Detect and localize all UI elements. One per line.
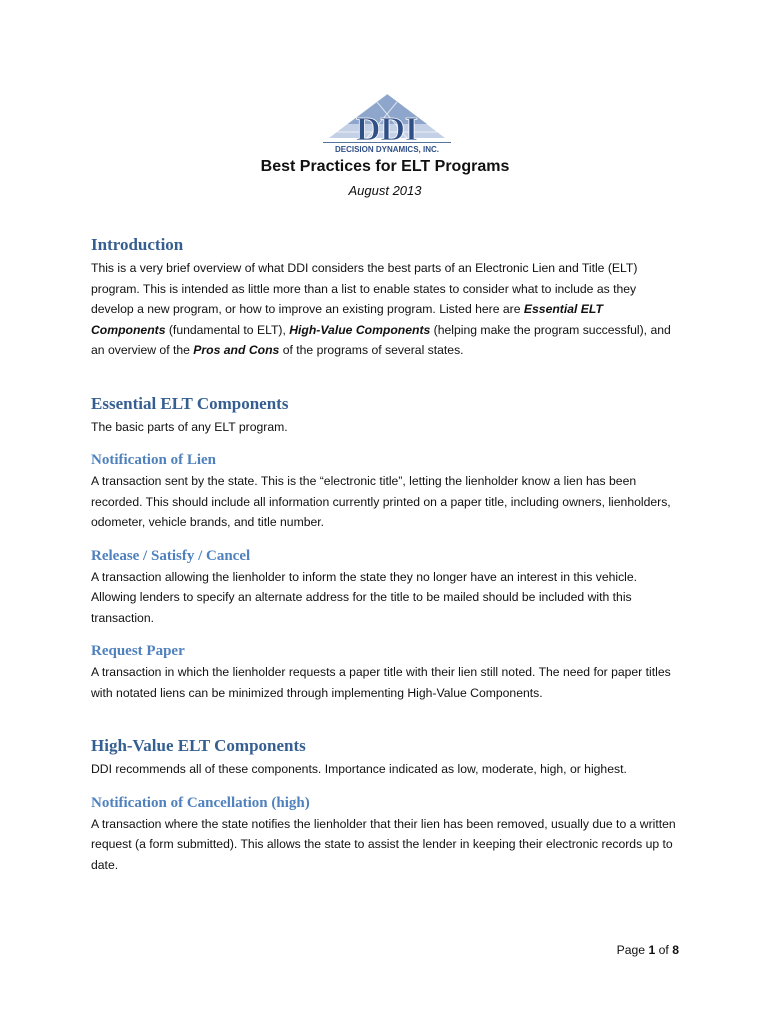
ddi-logo — [317, 92, 457, 158]
page-total: 8 — [672, 943, 679, 957]
logo-mark-text: DDI — [355, 111, 419, 148]
intro-text-1: This is a very brief overview of what DDI considers the best parts of an Electronic Lien and Title (ELT) program. This is intended as little more than a list to enable states to consider what to include as they develop a new program, or how to improve an existing program. Listed here are — [91, 261, 638, 316]
intro-emphasis-high-value: High-Value Components — [289, 322, 431, 337]
intro-emphasis-pros-cons: Pros and Cons — [193, 343, 280, 357]
intro-text-2: (fundamental to ELT), — [165, 322, 290, 337]
heading-notification-of-lien: Notification of Lien — [91, 452, 216, 468]
logo-company-name: DECISION DYNAMICS, INC. — [334, 145, 440, 154]
section-essential-components — [91, 391, 679, 704]
heading-high-value-components: High-Value ELT Components — [91, 736, 306, 755]
notification-of-cancellation-text: A transaction where the state notifies the lienholder that their lien has been removed, usually due to a written request (a form submitted). This allows the state to assist the lender in keeping their electronic records up to date. — [91, 816, 676, 872]
page-current: 1 — [648, 943, 656, 957]
document-date: August 2013 — [348, 183, 422, 198]
request-paper-text: A transaction in which the lienholder requests a paper title with their lien still noted. The need for paper titles with notated liens can be minimized through implementing High-Value Components. — [91, 665, 671, 700]
introduction-paragraph — [91, 258, 679, 361]
document-body — [91, 232, 679, 875]
high-value-intro: DDI recommends all of these components. Importance indicated as low, moderate, high, or highest. — [91, 762, 627, 776]
section-high-value-components — [91, 733, 679, 875]
intro-emphasis-essential: Essential ELT Components — [91, 302, 603, 337]
of-label: of — [658, 943, 669, 957]
intro-text-4: of the programs of several states. — [279, 343, 464, 357]
notification-of-lien-text: A transaction sent by the state. This is the “electronic title”, letting the lienholder know a lien has been recorded. This should include all information currently printed on a paper title, including owners, lienholders, odometer, vehicle brands, and title number. — [91, 474, 671, 529]
page-number — [617, 943, 679, 957]
document-title: Best Practices for ELT Programs — [260, 158, 510, 175]
intro-text-3: (helping make the program successful), and an overview of the — [91, 322, 671, 357]
heading-essential-components: Essential ELT Components — [91, 393, 289, 413]
heading-notification-of-cancellation: Notification of Cancellation (high) — [91, 794, 310, 811]
release-satisfy-cancel-text: A transaction allowing the lienholder to inform the state they no longer have an interest in this vehicle. Allowing lenders to specify an alternate address for the title to be mailed should be included with this transaction. — [91, 569, 638, 625]
heading-introduction: Introduction — [91, 235, 184, 254]
section-introduction — [91, 232, 679, 361]
ddi-logo-graphic — [317, 92, 457, 158]
heading-request-paper: Request Paper — [91, 643, 185, 659]
heading-release-satisfy-cancel: Release / Satisfy / Cancel — [91, 547, 251, 564]
essential-intro: The basic parts of any ELT program. — [91, 419, 288, 434]
page-label: Page — [616, 943, 646, 957]
